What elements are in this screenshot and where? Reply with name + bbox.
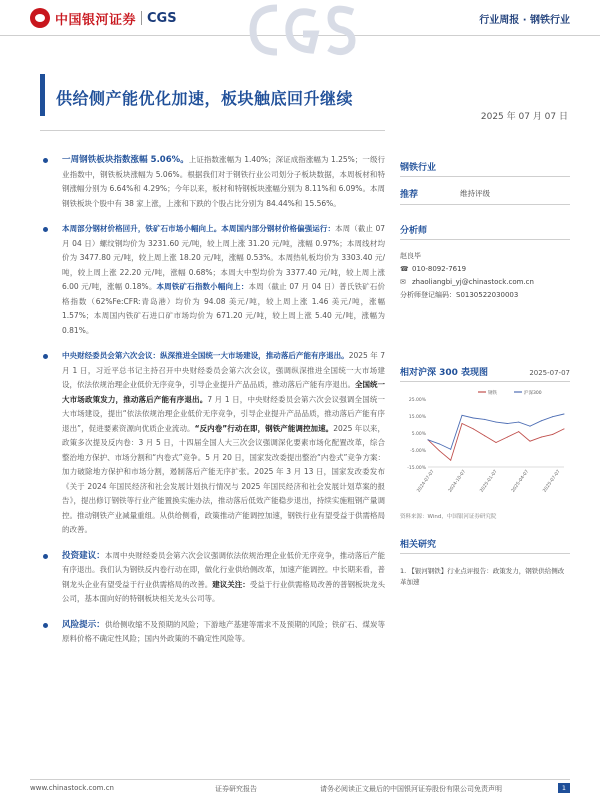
- data-point: [473, 428, 474, 429]
- investment-strong: 建议关注：: [212, 579, 250, 589]
- data-point: [518, 431, 519, 432]
- logo-divider: [141, 11, 142, 25]
- policy-strong-2: “反内卷”行动在即，钢铁产能调控加速。: [194, 423, 334, 433]
- data-point: [462, 415, 463, 416]
- performance-chart: [400, 385, 570, 510]
- rating-label: 推荐: [400, 190, 419, 200]
- cgs-watermark-icon: [245, 0, 360, 60]
- series-line-0: [428, 424, 564, 461]
- page-number: 1: [558, 783, 570, 793]
- policy-text-3: 2025 年以来，政策多次提及反内卷：3 月 5 日，十四届全国人大三次会议强调深化要素市场化配置改革，综合整治地方保护、市场分割和“内卷式”竞争。5 月 20 日，国家发改委提出整治“内卷式”竞争方案：加力破除地方保护和市场分割，遏制落后产能无序扩张。2025 年 3 月 13 日，国家发改委发布《关于 2024 年国民经济和社会发展计划执行情况与 2025 年国民经济和社会发展计划草案的报告》，提出修订钢铁等行业产能置换实施办法，推动落后低效产能稳步退出，持续实施粗钢产量调控。推动钢铁产业减量重组。从供给侧看，政策推动产能调控加速，钢铁行业有望受益于供需格局的改善。: [62, 423, 385, 534]
- bullet-icon: [43, 623, 48, 628]
- chart-source: 资料来源：Wind，中国银河证券研究院: [400, 514, 497, 520]
- rating-value: 维持评级: [460, 189, 490, 198]
- price-text: 本周（截止 07 月 04 日）螺纹钢均价为 3231.60 元/吨，较上周上涨 31.20 元/吨，涨幅 0.97%；本周线材均价为 3477.80 元/吨，较上周上涨 18.20 元/吨，涨幅 0.53%。本周热轧板均价为 3303.40 元/吨，较上周上涨 22.20 元/吨，涨幅 0.68%；本周大中型均价为 3377.40 元/吨，较上周上涨 6.00 元/吨，涨幅 0.18%。: [62, 224, 385, 291]
- policy-text-2: 7 月 1 日，中央财经委员会第六次会议强调全国统一大市场建设，提出“依法依规治理企业低价无序竞争，引导企业提升产品品质，推动落后产能有序退出”，促进要素资源向优质企业流动。: [62, 394, 386, 433]
- logo-cn-text: 中国银河证券: [55, 12, 137, 28]
- report-date: 2025 年 07 月 07 日: [480, 112, 568, 122]
- bullet-icon: [43, 554, 48, 559]
- analyst-title: 分析师: [400, 223, 570, 240]
- x-tick-label: 2025-07-07: [542, 469, 562, 494]
- investment-text-2: 受益于行业供需格局改善的普钢板块龙头公司，基本面向好的特钢板块相关龙头公司等。: [62, 579, 386, 603]
- x-tick-label: 2024-10-07: [448, 469, 468, 494]
- chart-title: 相对沪深 300 表现图: [400, 368, 489, 378]
- analyst-phone: [400, 263, 570, 276]
- data-point: [518, 422, 519, 423]
- x-tick-label: 2025-04-07: [511, 469, 531, 494]
- page-header: [0, 0, 600, 36]
- data-point: [530, 441, 531, 442]
- title-accent-bar: [40, 74, 45, 116]
- chart-date: 2025-07-07: [529, 369, 570, 377]
- data-point: [507, 423, 508, 424]
- rating-row: [400, 187, 570, 205]
- risk-text: 供给侧收缩不及预期的风险；下游地产基建等需求不及预期的风险；铁矿石、煤炭等原料价格不确定性风险；国内外政策的不确定性风险等。: [62, 619, 385, 643]
- policy-paragraph: [40, 349, 385, 538]
- logo-en-text: CGS: [147, 10, 177, 26]
- summary-heading: 一周钢铁板块指数涨幅 5.06%。: [62, 155, 189, 165]
- x-tick-label: 2025-01-07: [479, 469, 499, 494]
- data-point: [484, 435, 485, 436]
- data-point: [507, 437, 508, 438]
- data-point: [450, 460, 451, 461]
- company-logo: [30, 8, 177, 28]
- risk-paragraph: [40, 618, 385, 647]
- policy-strong-1: 全国统一大市场政策发力，推动落后产能有序退出。: [62, 380, 386, 404]
- data-point: [541, 420, 542, 421]
- data-point: [552, 416, 553, 417]
- data-point: [496, 422, 497, 423]
- email-icon: ✉: [400, 278, 406, 286]
- data-point: [552, 434, 553, 435]
- main-content: [40, 153, 385, 658]
- industry-label: 钢铁行业: [400, 160, 570, 177]
- legend-label: 钢铁: [488, 391, 497, 396]
- data-point: [496, 442, 497, 443]
- series-line-1: [428, 414, 564, 449]
- data-point: [564, 413, 565, 414]
- investment-text-1: 本周中央财经委员会第六次会议强调依法依规治理企业低价无序竞争，推动落后产能有序退出。我们认为钢铁反内卷行动在即，做化行业供给侧改革，加速产能调控。中长期来看，普钢龙头企业有望受益于行业供需格局的改善。: [62, 550, 385, 589]
- data-point: [541, 437, 542, 438]
- related-list: [400, 566, 570, 588]
- data-point: [439, 443, 440, 444]
- summary-text: 上证指数涨幅为 1.40%；深证成指涨幅为 1.25%；一级行业指数中，钢铁板块涨幅为 5.06%。根据我们对于钢铁行业公司划分子板块数据，本周板材和特钢涨幅分别为 6.64%和 4.29%；今年以来，板材和特钢板块涨幅分别为 8.11%和 6.09%。本周钢铁板块个股中有 38 家上涨，上涨和下跌的个股占比分别为 84.44%和 15.56%。: [62, 155, 386, 208]
- legend-label: 沪深300: [524, 391, 542, 396]
- investment-paragraph: [40, 549, 385, 607]
- x-tick-label: 2024-07-07: [416, 469, 436, 494]
- analyst-email: [400, 276, 570, 289]
- analyst-cert: 分析师登记编码：S0130522030003: [400, 291, 519, 299]
- y-tick-label: 25.00%: [408, 398, 426, 403]
- title-divider: [40, 130, 385, 131]
- risk-heading: 风险提示：: [62, 619, 105, 630]
- footer-disclaimer: 请务必阅读正文最后的中国银河证券股份有限公司免责声明: [320, 785, 502, 793]
- data-point: [428, 439, 429, 440]
- email-address[interactable]: zhaoliangbi_yj@chinastock.com.cn: [412, 278, 534, 286]
- phone-number: 010-8092-7619: [412, 265, 467, 273]
- footer-url[interactable]: www.chinastock.com.cn: [30, 784, 114, 792]
- footer-label: 证券研究报告: [215, 785, 257, 793]
- related-item[interactable]: 1. 【银河钢铁】行业点评报告：政策发力，钢铁供给侧改革加速: [400, 567, 565, 586]
- policy-heading: 中央财经委员会第六次会议：纵深推进全国统一大市场建设，推动落后产能有序退出。: [62, 351, 349, 360]
- data-point: [462, 423, 463, 424]
- data-point: [439, 450, 440, 451]
- data-point: [473, 418, 474, 419]
- data-point: [484, 419, 485, 420]
- investment-heading: 投资建议：: [62, 550, 105, 561]
- chart-header: [400, 365, 570, 382]
- logo-mark-icon: [30, 8, 50, 28]
- ore-text: 本周（截止 07 月 04 日）普氏铁矿石价格指数（62%Fe:CFR:青岛港）均价为 94.08 美元/吨，较上周上涨 1.46 美元/吨，涨幅 1.57%；本周国内铁矿石进口矿市场均价为 671.20 元/吨，较上周上涨 5.40 元/吨，涨幅为 0.81%。: [62, 282, 385, 335]
- page-footer: [30, 779, 570, 793]
- price-paragraph: [40, 222, 385, 338]
- summary-paragraph: [40, 153, 385, 211]
- page-title: 供给侧产能优化加速，板块触底回升继续: [56, 89, 354, 108]
- data-point: [450, 449, 451, 450]
- policy-text-1: 2025 年 7 月 1 日，习近平总书记主持召开中央财经委员会第六次会议，强调纵深推进全国统一大市场建设，依法依规治理企业低价无序竞争，引导企业提升产品品质，推动落后产能有序退出。: [62, 351, 385, 389]
- performance-chart-svg: [400, 385, 570, 510]
- related-title: 相关研究: [400, 537, 570, 554]
- data-point: [564, 428, 565, 429]
- price-heading: 本周部分钢材价格回升，铁矿石市场小幅向上。本周国内部分钢材价格偏强运行：: [62, 224, 336, 233]
- bullet-icon: [43, 354, 48, 359]
- y-tick-label: -5.00%: [410, 449, 426, 454]
- y-tick-label: 15.00%: [408, 415, 426, 420]
- analyst-name: 赵良毕: [400, 252, 421, 260]
- sidebar: [400, 160, 570, 588]
- y-tick-label: -15.00%: [407, 466, 426, 471]
- phone-icon: ☎: [400, 265, 409, 273]
- report-type: 行业周报 · 钢铁行业: [479, 15, 570, 26]
- bullet-icon: [43, 227, 48, 232]
- y-tick-label: 5.00%: [411, 432, 426, 437]
- bullet-icon: [43, 158, 48, 163]
- data-point: [530, 426, 531, 427]
- ore-heading: 本周铁矿石指数小幅向上：: [156, 282, 249, 291]
